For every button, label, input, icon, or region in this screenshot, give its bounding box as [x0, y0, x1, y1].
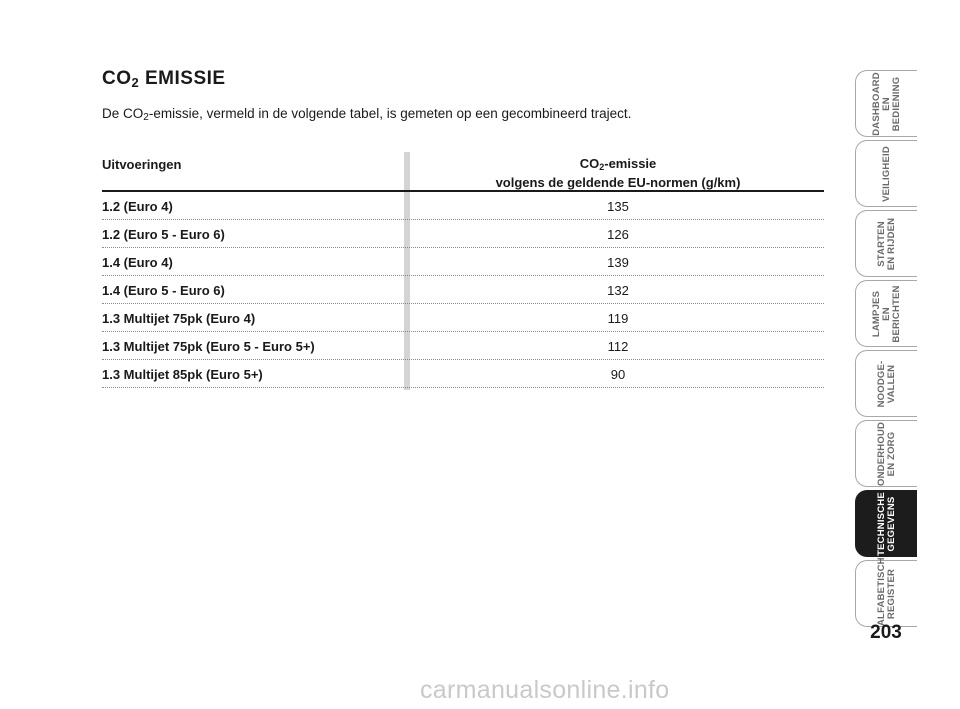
chapter-tab-3[interactable] — [855, 210, 917, 277]
emission-table — [102, 152, 824, 388]
row-version-label: 1.2 (Euro 4) — [102, 199, 173, 214]
chapter-tab-label: VEILIGHEID — [880, 145, 892, 202]
row-co2-value: 139 — [607, 255, 629, 270]
row-version-label: 1.3 Multijet 75pk (Euro 5 - Euro 5+) — [102, 339, 315, 354]
table-row — [102, 248, 824, 276]
row-co2-value: 135 — [607, 199, 629, 214]
row-version-label: 1.4 (Euro 5 - Euro 6) — [102, 283, 225, 298]
row-version-label: 1.3 Multijet 85pk (Euro 5+) — [102, 367, 263, 382]
table-row — [102, 192, 824, 220]
chapter-tab-8[interactable] — [855, 556, 917, 627]
chapter-tab-label: NOODGE- VALLEN — [875, 360, 897, 407]
table-header — [102, 152, 824, 192]
watermark-text: carmanualsonline.info — [420, 676, 670, 704]
table-row — [102, 304, 824, 332]
row-co2-value: 126 — [607, 227, 629, 242]
page-number: 203 — [870, 622, 902, 643]
table-row — [102, 276, 824, 304]
header-co2-emission: $CO_2$-emissie volgens de geldende EU-normen (g/km) — [495, 156, 741, 190]
section-title: $CO_2$ EMISSIE — [102, 68, 226, 90]
chapter-tab-6[interactable] — [855, 420, 917, 487]
table-row — [102, 220, 824, 248]
row-co2-value: 132 — [607, 283, 629, 298]
chapter-tab-4[interactable] — [855, 280, 917, 347]
chapter-tab-label: TECHNISCHE GEGEVENS — [875, 491, 897, 556]
chapter-tab-label: STARTEN EN RIJDEN — [875, 217, 897, 270]
header-versions: Uitvoeringen — [102, 157, 182, 172]
table-row — [102, 360, 824, 388]
chapter-tab-7[interactable] — [855, 490, 917, 557]
chapter-tab-label: ONDERHOUD EN ZORG — [875, 421, 897, 486]
row-co2-value: 112 — [607, 339, 629, 354]
intro-text: De $CO_2$-emissie, vermeld in de volgende tabel, is gemeten op een gecombineerd traject. — [102, 106, 632, 123]
chapter-tab-1[interactable] — [855, 70, 917, 137]
chapter-tab-label: LAMPJES EN BERICHTEN — [870, 284, 902, 343]
row-version-label: 1.4 (Euro 4) — [102, 255, 173, 270]
chapter-tab-label: DASHBOARD EN BEDIENING — [870, 71, 902, 136]
row-co2-value: 90 — [610, 367, 626, 382]
chapter-tab-label: ALFABETISCH REGISTER — [875, 556, 897, 626]
table-row — [102, 332, 824, 360]
row-version-label: 1.3 Multijet 75pk (Euro 4) — [102, 311, 256, 326]
chapter-tab-2[interactable] — [855, 140, 917, 207]
row-version-label: 1.2 (Euro 5 - Euro 6) — [102, 227, 225, 242]
chapter-tab-5[interactable] — [855, 350, 917, 417]
row-co2-value: 119 — [607, 311, 629, 326]
